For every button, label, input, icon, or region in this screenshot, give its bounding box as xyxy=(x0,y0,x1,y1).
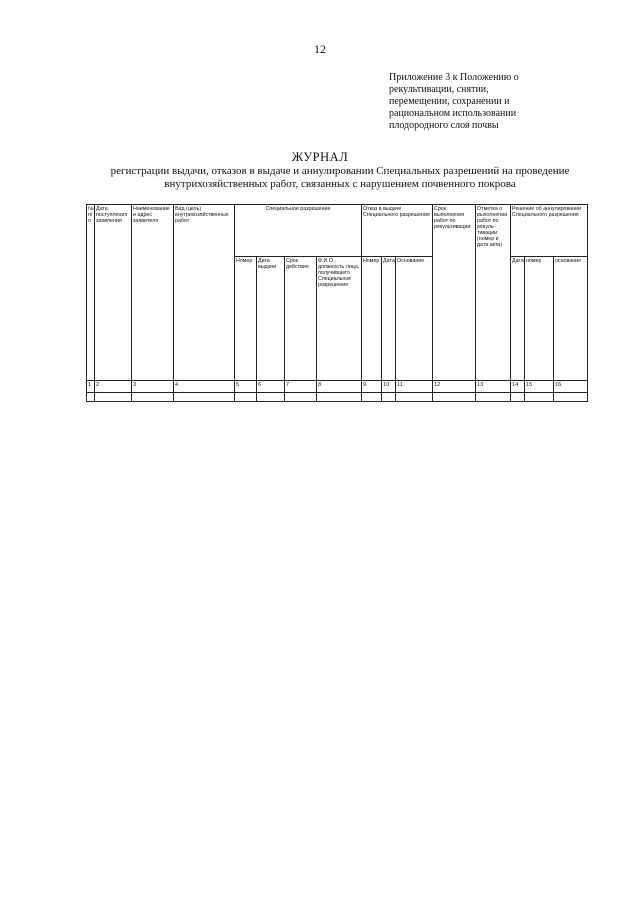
column-number: 1 xyxy=(87,381,95,393)
header-cancellation: Решение об аннулировании Специального разрешения xyxy=(511,205,588,257)
table-cell xyxy=(433,393,476,402)
header-date-received: Дата поступления заявления xyxy=(95,205,132,381)
document-subtitle xyxy=(60,165,620,190)
table-cell xyxy=(235,393,257,402)
header-num: № п/ п xyxy=(87,205,95,381)
column-number: 7 xyxy=(285,381,317,393)
column-number: 8 xyxy=(317,381,362,393)
subtitle-line: внутрихозяйственных работ, связанных с нарушением почвенного покрова xyxy=(164,177,516,190)
subheader-permit-number: Номер xyxy=(235,257,257,381)
header-special-permit: Специальное разрешение xyxy=(235,205,362,257)
column-number: 3 xyxy=(132,381,174,393)
column-number: 4 xyxy=(174,381,235,393)
table-cell xyxy=(95,393,132,402)
header-deadline: Срок выполнения работ по рекультивации xyxy=(433,205,476,381)
table-cell xyxy=(554,393,588,402)
table-cell xyxy=(382,393,396,402)
header-refusal: Отказ в выдаче Специального разрешения xyxy=(362,205,433,257)
table-cell xyxy=(174,393,235,402)
table-cell xyxy=(525,393,554,402)
table-cell xyxy=(87,393,95,402)
appendix-line: рациональном использовании xyxy=(389,108,517,119)
header-completion-mark: Отметка о выполнении работ по рекуль-тивации (номер и дата акта) xyxy=(476,205,511,381)
appendix-line: плодородного слоя почвы xyxy=(389,120,499,131)
table-cell xyxy=(285,393,317,402)
appendix-note xyxy=(389,72,589,132)
column-number-row xyxy=(87,381,588,393)
table-cell xyxy=(257,393,285,402)
empty-table-row xyxy=(87,393,588,402)
column-number: 5 xyxy=(235,381,257,393)
subheader-cancel-number: номер xyxy=(525,257,554,381)
table-cell xyxy=(362,393,382,402)
table-cell xyxy=(396,393,433,402)
subheader-refusal-number: Номер xyxy=(362,257,382,381)
table-cell xyxy=(476,393,511,402)
appendix-line: Приложение 3 к Положению о xyxy=(389,72,519,83)
column-number: 13 xyxy=(476,381,511,393)
table-cell xyxy=(132,393,174,402)
subheader-refusal-basis: Основание xyxy=(396,257,433,381)
column-number: 14 xyxy=(511,381,525,393)
appendix-line: рекультивации, снятии, xyxy=(389,84,489,95)
journal-table xyxy=(86,204,588,402)
appendix-line: перемещении, сохранении и xyxy=(389,96,510,107)
table-cell xyxy=(317,393,362,402)
column-number: 10 xyxy=(382,381,396,393)
header-work-type: Вид (цель) внутрихозяйственных работ xyxy=(174,205,235,381)
subheader-cancel-date: Дата xyxy=(511,257,525,381)
table-cell xyxy=(511,393,525,402)
column-number: 16 xyxy=(554,381,588,393)
column-number: 6 xyxy=(257,381,285,393)
subheader-issue-date: Дата выдачи xyxy=(257,257,285,381)
subheader-validity: Срок действия xyxy=(285,257,317,381)
document-title: ЖУРНАЛ xyxy=(291,150,349,164)
subtitle-line: регистрации выдачи, отказов в выдаче и аннулировании Специальных разрешений на проведение xyxy=(110,165,570,177)
page-number: 12 xyxy=(314,42,326,56)
subheader-cancel-basis: основание xyxy=(554,257,588,381)
column-number: 15 xyxy=(525,381,554,393)
column-number: 9 xyxy=(362,381,382,393)
subheader-refusal-date: Дата xyxy=(382,257,396,381)
column-number: 11 xyxy=(396,381,433,393)
header-applicant: Наименование и адрес заявителя xyxy=(132,205,174,381)
column-number: 2 xyxy=(95,381,132,393)
subheader-recipient: Ф.И.О., должность лица, получившего Специальное разрешение xyxy=(317,257,362,381)
column-number: 12 xyxy=(433,381,476,393)
